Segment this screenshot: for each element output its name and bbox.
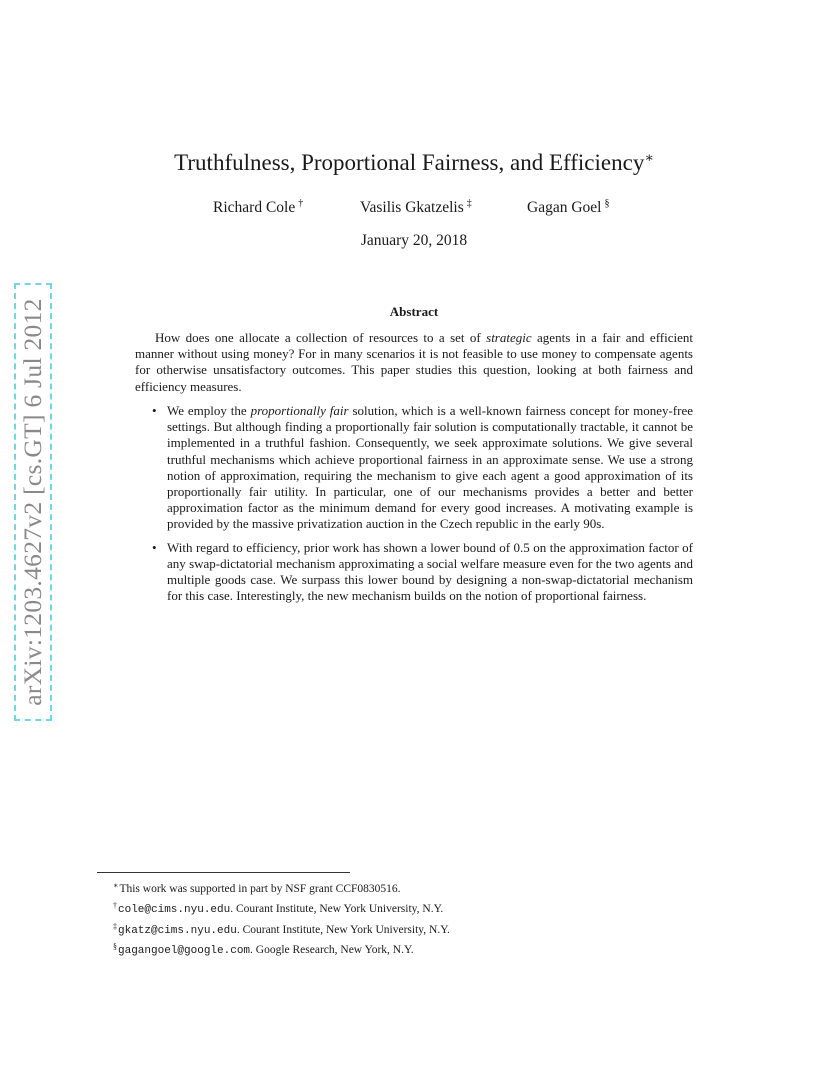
arxiv-identifier[interactable]: arXiv:1203.4627v2 [cs.GT] 6 Jul 2012 (18, 298, 47, 706)
footnote-author-2 (113, 919, 450, 940)
footnote-author-3 (113, 939, 450, 960)
footnote-mark: ‡ (113, 921, 117, 931)
footnote-author-1 (113, 898, 450, 919)
footnote-text: This work was supported in part by NSF grant CCF0830516. (119, 883, 401, 895)
bullet-emphasis: proportionally fair (250, 403, 349, 418)
author-name: Richard Cole (213, 199, 296, 216)
footnote-mark: § (113, 942, 117, 952)
footnote-divider (97, 872, 350, 873)
footnote-funding (113, 878, 450, 898)
author-footnote-mark: § (604, 198, 610, 209)
title-footnote-mark: ∗ (644, 151, 654, 166)
email-link[interactable]: gkatz@cims.nyu.edu (118, 924, 237, 937)
abstract-bullet-list (135, 403, 693, 611)
abstract-emphasis: strategic (486, 330, 532, 345)
abstract-text-part: How does one allocate a collection of resources to a set of (155, 330, 487, 345)
footnote-mark: † (113, 900, 117, 910)
email-link[interactable]: cole@cims.nyu.edu (118, 903, 231, 916)
bullet-icon: • (152, 539, 157, 555)
abstract-text-part: agents in a fair and efficient manner without using money? For in many scenarios it is not feasible to use money to compensate agents for otherwise unsatisfactory outcomes. This paper studies this question, looking at both fairness and efficiency measures. (135, 330, 693, 394)
author-3 (527, 198, 609, 217)
author-2 (360, 198, 472, 217)
footnote-text: . Google Research, New York, N.Y. (250, 944, 414, 957)
bullet-text-part: solution, which is a well-known fairness concept for money-free settings. But although finding a proportionally fair solution is computationally tractable, it cannot be implemented in a truthful fashion. Consequently, we seek approximate solutions. We give several truthful mechanisms which achieve proportional fairness in an approximate sense. We use a strong notion of approximation, requiring the mechanism to give each agent a good approximation of its proportionally fair utility. In particular, one of our mechanisms provides a better and better approximation factor as the minimum demand for every good increases. A motivating example is provided by the massive privatization auction in the Czech republic in the early 90s. (167, 403, 694, 532)
footnote-text: . Courant Institute, New York University, N.Y. (230, 902, 444, 915)
paper-date: January 20, 2018 (360, 232, 468, 249)
bullet-icon: • (152, 403, 157, 418)
author-name: Vasilis Gkatzelis (360, 199, 464, 216)
bullet-item-fairness (135, 403, 693, 533)
bullet-text: With regard to efficiency, prior work has shown a lower bound of 0.5 on the approximation factor of any swap-dictatorial mechanism approximating a social welfare measure even for the two agents and multiple goods case. We surpass this lower bound by designing a non-swap-dictatorial mechanism for this case. Interestingly, the new mechanism builds on the notion of proportional fairness. (167, 539, 693, 604)
bullet-item-efficiency (135, 540, 693, 605)
abstract-paragraph (135, 330, 693, 395)
author-1 (213, 198, 303, 217)
footnotes (113, 878, 450, 960)
author-name: Gagan Goel (527, 199, 602, 216)
email-link[interactable]: gagangoel@google.com (118, 945, 251, 958)
title-text: Truthfulness, Proportional Fairness, and Efficiency (174, 150, 645, 175)
abstract-heading: Abstract (389, 304, 439, 319)
paper-title (0, 150, 828, 176)
bullet-text-part: We employ the (167, 403, 251, 418)
author-footnote-mark: ‡ (466, 198, 472, 209)
footnote-text: . Courant Institute, New York University, N.Y. (236, 923, 450, 936)
footnote-mark: ∗ (113, 881, 119, 890)
author-footnote-mark: † (298, 198, 304, 209)
